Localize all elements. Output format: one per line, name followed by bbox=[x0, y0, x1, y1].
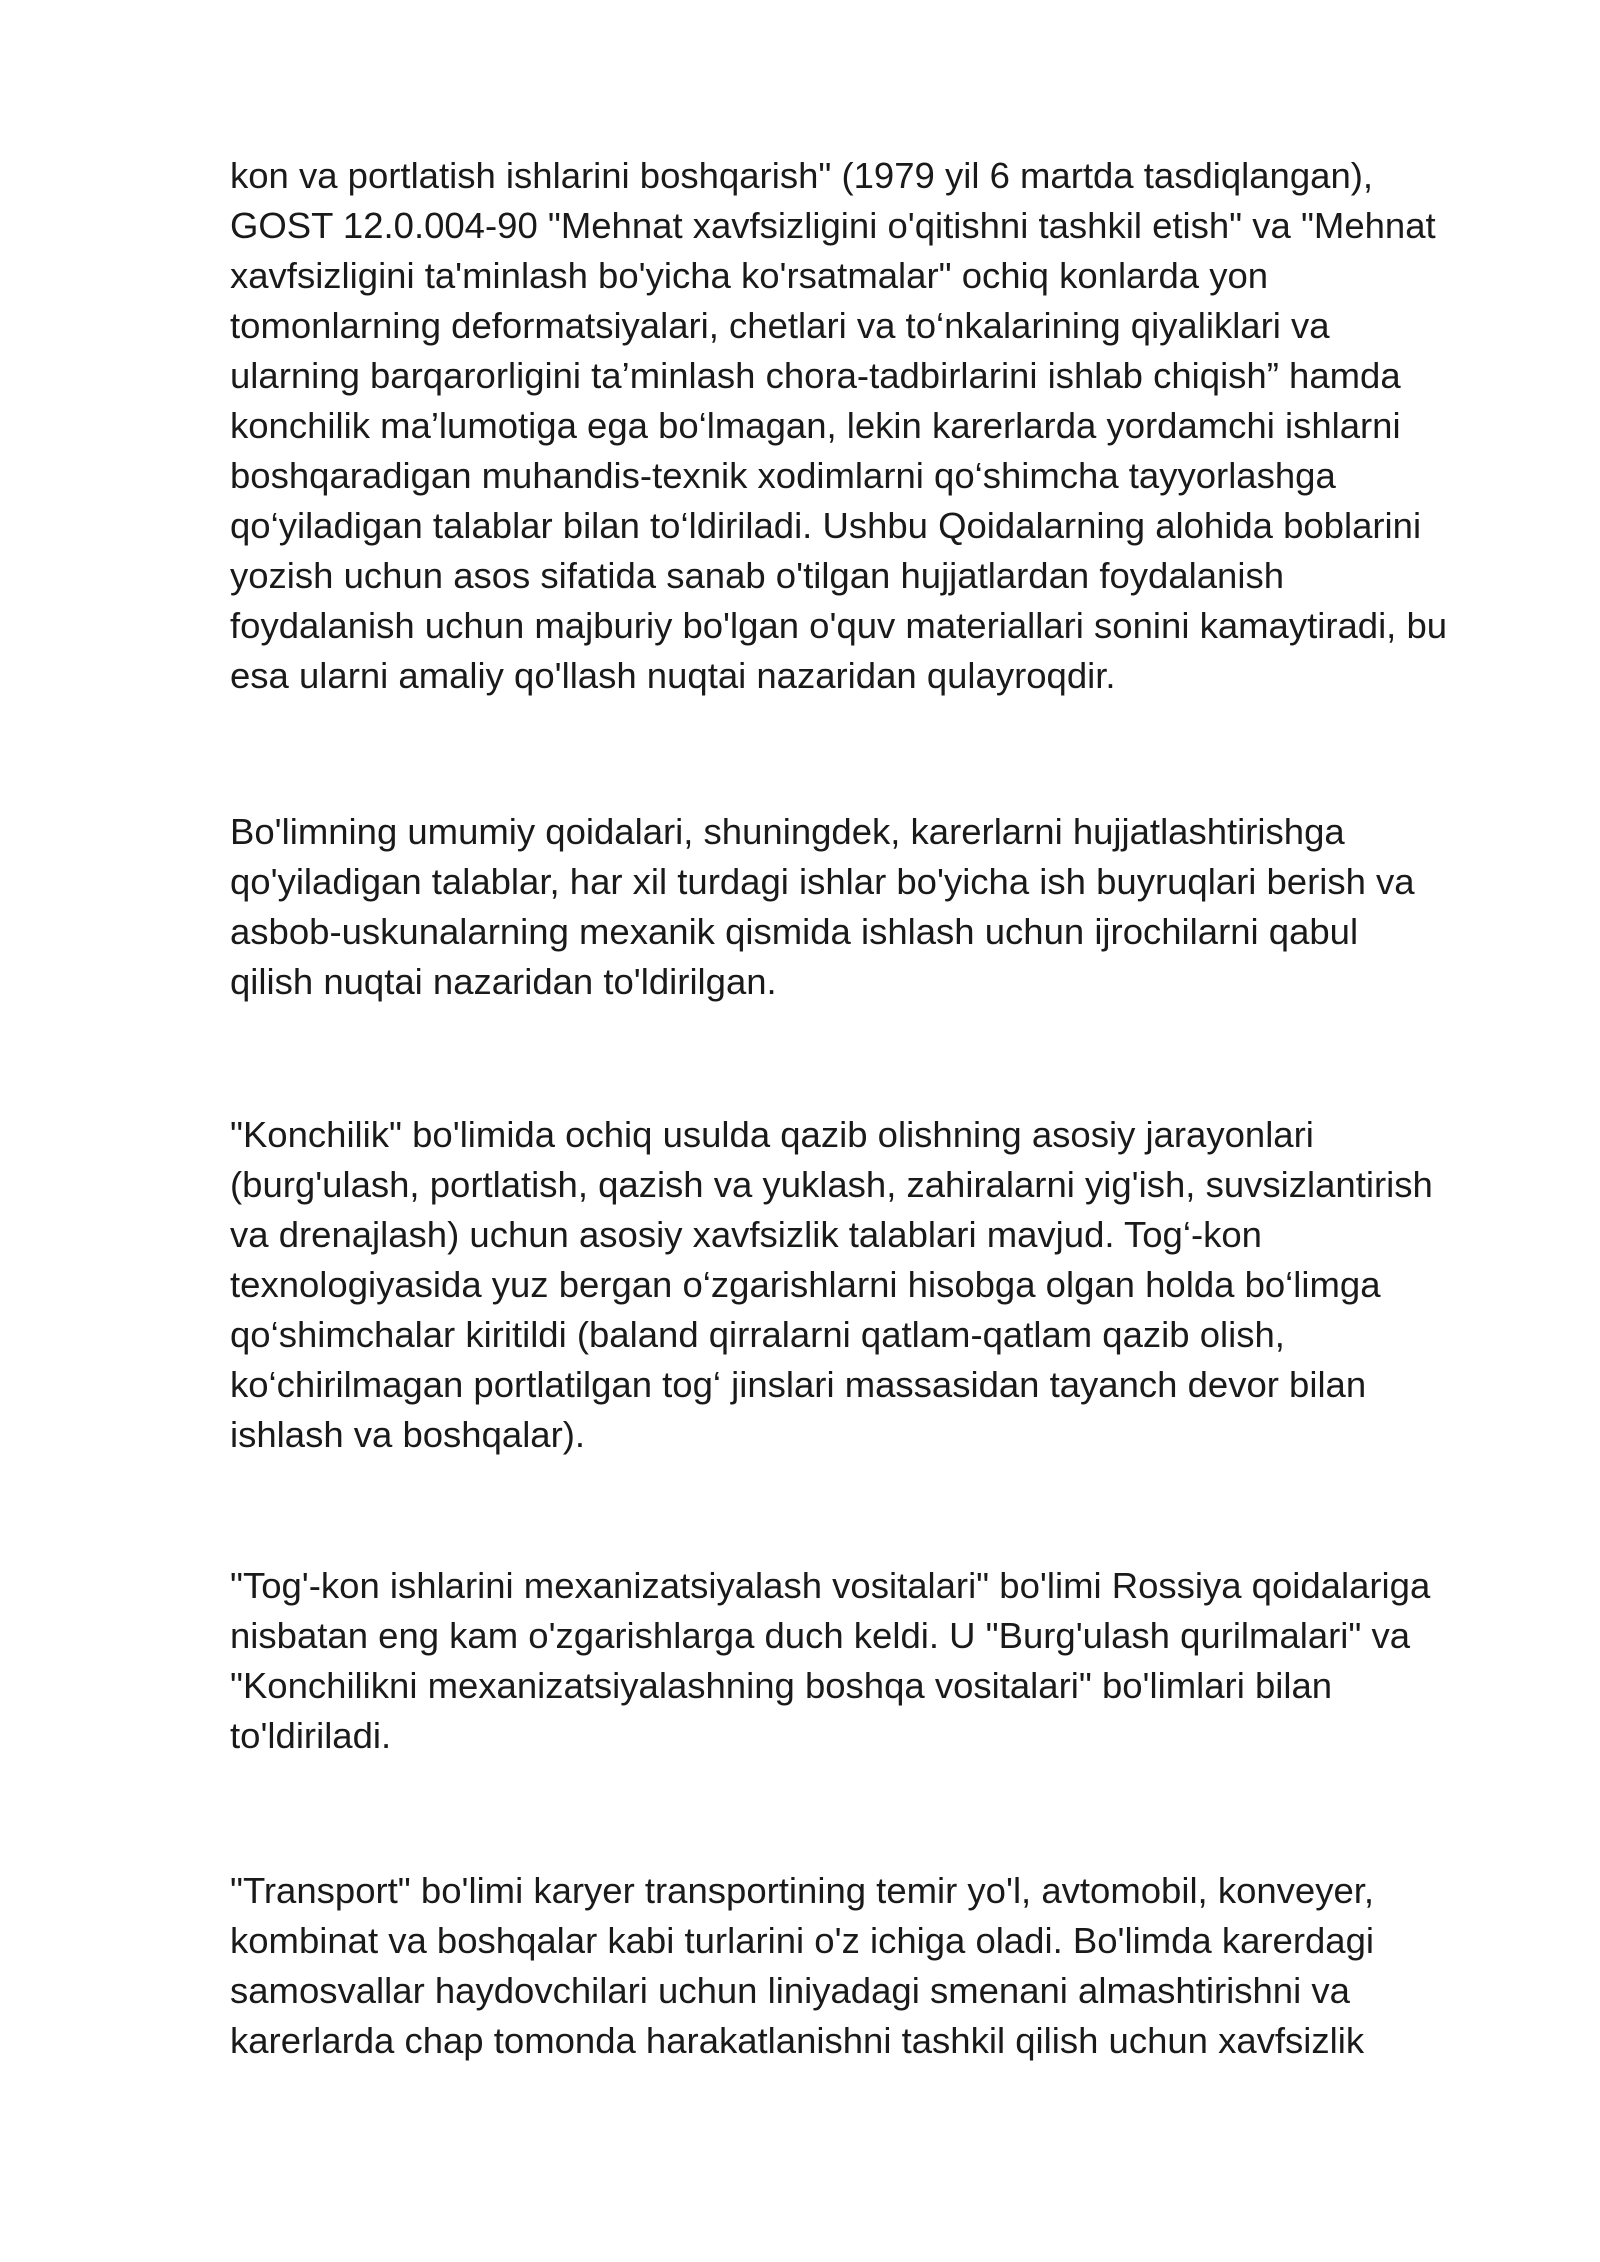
paragraph-3: "Konchilik" bo'limida ochiq usulda qazib olishning asosiy jarayonlari (burg'ulash, portlatish, qazish va yuklash, zahiralarni yig'ish, suvsizlantirish va drenajlash) uchun asosiy xavfsizlik talablari mavjud. Tog‘-kon texnologiyasida yuz bergan o‘zgarishlarni hisobga olgan holda bo‘limga qo‘shimchalar kiritildi (baland qirralarni qatlam-qatlam qazib olish, ko‘chirilmagan portlatilgan tog‘ jinslari massasidan tayanch devor bilan ishlash va boshqalar). bbox=[230, 1114, 1433, 1455]
paragraph-1: kon va portlatish ishlarini boshqarish" (1979 yil 6 martda tasdiqlangan), GOST 12.0.004-90 "Mehnat xavfsizligini o'qitishni tashkil etish" va "Mehnat xavfsizligini ta'minlash bo'yicha ko'rsatmalar" ochiq konlarda yon tomonlarning deformatsiyalari, chetlari va to‘nkalarining qiyaliklari va ularning barqarorligini ta’minlash chora-tadbirlarini ishlab chiqish” hamda konchilik ma’lumotiga ega bo‘lmagan, lekin karerlarda yordamchi ishlarni boshqaradigan muhandis-texnik xodimlarni qo‘shimcha tayyorlashga qo‘yiladigan talablar bilan to‘ldiriladi. Ushbu Qoidalarning alohida boblarini yozish uchun asos sifatida sanab o'tilgan hujjatlardan foydalanish foydalanish uchun majburiy bo'lgan o'quv materiallari sonini kamaytiradi, bu esa ularni amaliy qo'llash nuqtai nazaridan qulayroqdir. bbox=[230, 155, 1448, 696]
paragraph-2: Bo'limning umumiy qoidalari, shuningdek, karerlarni hujjatlashtirishga qo'yiladigan talablar, har xil turdagi ishlar bo'yicha ish buyruqlari berish va asbob-uskunalarning mexanik qismida ishlash uchun ijrochilarni qabul qilish nuqtai nazaridan to'ldirilgan. bbox=[230, 811, 1415, 1002]
paragraph-5: "Transport" bo'limi karyer transportining temir yo'l, avtomobil, konveyer, kombinat va boshqalar kabi turlarini o'z ichiga oladi. Bo'limda karerdagi samosvallar haydovchilari uchun liniyadagi smenani almashtirishni va karerlarda chap tomonda harakatlanishni tashkil qilish uchun xavfsizlik bbox=[230, 1870, 1375, 2061]
paragraph-4: "Tog'-kon ishlarini mexanizatsiyalash vositalari" bo'limi Rossiya qoidalariga nisbatan eng kam o'zgarishlarga duch keldi. U "Burg'ulash qurilmalari" va "Konchilikni mexanizatsiyalashning boshqa vositalari" bo'limlari bilan to'ldiriladi. bbox=[230, 1565, 1431, 1756]
